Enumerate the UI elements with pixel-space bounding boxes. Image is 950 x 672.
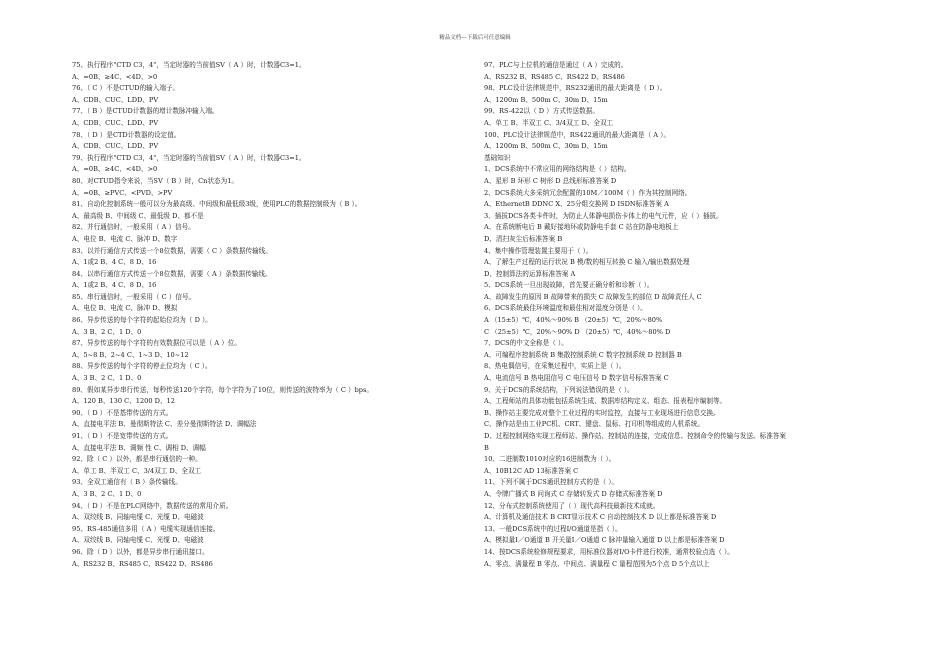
text-line: 96、除（ D ）以外，都是异步串行通讯接口。 bbox=[72, 547, 209, 556]
text-line: A、EthernetB DDNC X、25分组交换网 D ISDN标准答案 A bbox=[484, 200, 669, 209]
text-line: A、电流信号 B 热电阻信号 C 电压信号 D 数字信号标准答案 C bbox=[484, 374, 669, 383]
text-line: A、5~8 B、2~4 C、1~3 D、10~12 bbox=[72, 350, 189, 359]
text-line: A、故障发生的原因 B 故障带来的损失 C 故障发生的部位 D 故障责任人 C bbox=[484, 292, 702, 301]
text-line: 99、RS-422以（ D ）方式传送数据。 bbox=[484, 107, 599, 116]
text-line: A、RS232 B、RS485 C、RS422 D、RS486 bbox=[484, 72, 625, 81]
text-line: 76、（ C ）不是CTUD的输入端子。 bbox=[72, 84, 180, 93]
text-line: 75、执行程序"CTD C3，4"，当定时器的当前值SV（ A ）时，计数器C3=1。 bbox=[72, 61, 306, 69]
text-line: A、1200m B、500m C、30m D、15m bbox=[484, 142, 608, 151]
text-line: 80、对CTUD指令来说，当SV（ B ）时，Cn状态为1。 bbox=[72, 176, 238, 185]
text-line: A、在系统断电后 B 戴好接地环或防静电手套 C 站在防静电地板上 bbox=[484, 223, 679, 232]
text-line: 9、关于DCS的系统结构，下列说法错误的是（ ）。 bbox=[484, 385, 634, 394]
text-line: D、控制算法的运算标准答案 A bbox=[484, 269, 576, 278]
text-line: A、计算机及通信技术 B CRT显示技术 C 自动控制技术 D 以上都是标准答案 D bbox=[484, 513, 717, 522]
text-line: 86、异步传送的每个字符的起始位均为（ D ）。 bbox=[72, 316, 212, 325]
text-line: 94、（ D ）不是在PLC网络中，数据传送的常用介质。 bbox=[72, 501, 233, 510]
text-line: D、过程控制网络实现工程师站、操作站、控制站的连接，完成信息、控制命令的传输与发送。标准答案 bbox=[484, 432, 787, 440]
text-line: A、CDB、CUC、LDD、PV bbox=[72, 142, 159, 151]
text-line: A、3 B、2 C、1 D、0 bbox=[72, 489, 142, 498]
text-line: 12、分布式控制系统使用了（ ）现代高科技最新技术成就。 bbox=[484, 501, 660, 510]
text-line: A、直接电平法 B、调频 性 C、调相 D、调幅 bbox=[72, 443, 206, 452]
text-line: 11、下列不属于DCS通讯控制方式的是（ ）。 bbox=[484, 478, 619, 487]
text-line: A、3 B、2 C、1 D、0 bbox=[72, 374, 142, 383]
text-line: C、操作站是由工业PC机、CRT、键盘、鼠标、打印机等组成的人机系统。 bbox=[484, 420, 705, 429]
text-line: A、可编程序控制系统 B 集散控制系统 C 数字控制系统 D 控制器 B bbox=[484, 350, 682, 359]
text-line: 100、PLC设计法律规范中，RS422通讯的最大距离是（ A ）。 bbox=[484, 130, 671, 139]
text-line: A、RS232 B、RS485 C、RS422 D、RS486 bbox=[72, 559, 213, 568]
text-line: 95、RS-485通信多用（ A ）电缆实现通信连接。 bbox=[72, 524, 220, 533]
text-line: A、CDB、CUC、LDD、PV bbox=[72, 118, 159, 127]
text-line: 89、假如某异步串行传送，每秒传送120个字符，每个字符为了10位，则传送的波特率为（ C ）bps。 bbox=[72, 385, 373, 394]
text-line: A、最高级 B、中间级 C、最低级 D、都不是 bbox=[72, 211, 204, 220]
text-line: 8、热电偶信号，在采集过程中，实质上是（ ）。 bbox=[484, 362, 626, 371]
text-line: 97、PLC与上位机的通信是通过（ A ）完成的。 bbox=[484, 61, 628, 69]
text-line: 91、（ D ）不是宽带传送的方式。 bbox=[72, 432, 173, 440]
text-line: 5、DCS系统一旦出现故障，首先要正确分析和诊断（ ）。 bbox=[484, 281, 654, 290]
text-line: A、CDB、CUC、LDD、PV bbox=[72, 95, 159, 104]
text-line: B、操作站主要完成对整个工业过程的实时监控，直接与工业现场进行信息交换。 bbox=[484, 408, 720, 417]
text-line: A、电位 B、电流 C、脉冲 D、模拟 bbox=[72, 304, 178, 313]
text-line: 1、DCS系统中不常应用的网络结构是（ ）结构。 bbox=[484, 165, 631, 174]
text-line: 7、DCS的中文全称是（ ）。 bbox=[484, 339, 568, 348]
text-line: 77、（ B ）是CTUD计数器的增计数脉冲输入端。 bbox=[72, 107, 219, 116]
text-line: C （25±5）℃，20%～90% D （20±5）℃，40%～80% D bbox=[484, 327, 671, 336]
text-line: 93、全双工通信有（ B ）条传输线。 bbox=[72, 478, 182, 487]
text-line: A （15±5）℃，40%～90% B （20±5）℃，20%～80% bbox=[484, 316, 663, 325]
text-line: A、1或2 B、4 C、8 D、16 bbox=[72, 281, 157, 290]
text-line: B bbox=[484, 443, 489, 452]
right-column bbox=[484, 60, 884, 570]
text-line: A、零点、满量程 B 零点、中间点、满量程 C 量程范围为5个点 D 5个点以上 bbox=[484, 559, 710, 568]
text-line: A、模拟量I／O通道 B 开关量I／O通道 C 脉冲量输入通道 D 以上都是标准答案 D bbox=[484, 536, 725, 545]
text-line: 81、自动化控制系统一般可以分为最高级、中间级和最低级3级，使用PLC的数据控制级为（ B ）。 bbox=[72, 200, 362, 209]
text-line: 87、异步传送的每个字符的有效数据位可以是（ A ）位。 bbox=[72, 339, 241, 348]
text-line: 92、除（ C ）以外，都是串行通信的一种。 bbox=[72, 455, 202, 464]
text-line: A、120 B、130 C、1200 D、12 bbox=[72, 397, 175, 406]
text-line: 98、PLC设计法律规范中，RS232通讯的最大距离是（ D ）。 bbox=[484, 84, 667, 93]
text-line: A、3 B、2 C、1 D、0 bbox=[72, 327, 142, 336]
text-line: A、=0B、≥PVC、<PVD、>PV bbox=[72, 188, 173, 197]
text-line: A、1或2 B、4 C、8 D、16 bbox=[72, 258, 157, 267]
text-line: A、=0B、≥4C、<4D、>0 bbox=[72, 165, 158, 174]
text-line: 10、二进制数1010对应的16进制数为（ ）。 bbox=[484, 455, 616, 464]
text-line: 88、异步传送的每个字符的停止位均为（ C ）。 bbox=[72, 362, 212, 371]
text-line: 78、（ D ）是CTD计数器的设定值。 bbox=[72, 130, 181, 139]
text-line: A、星形 B 环形 C 树形 D 总线形标准答案 D bbox=[484, 176, 617, 185]
text-line: A、双绞线 B、同轴电缆 C、光缆 D、电磁波 bbox=[72, 513, 204, 522]
text-line: A、单工 B、半双工 C、3/4双工 D、全双工 bbox=[484, 118, 614, 127]
text-line: A、10B12C AD 13标准答案 C bbox=[484, 466, 579, 475]
text-line: A、直接电平法 B、曼彻斯特法 C、差分曼彻斯特法 D、调幅法 bbox=[72, 420, 257, 429]
page-header: 精品文档---下载后可任意编辑 bbox=[439, 35, 511, 41]
text-line: 4、集中操作管理装置主要用于（ ）。 bbox=[484, 246, 593, 255]
text-line: A、双绞线 B、同轴电缆 C、光缆 D、电磁波 bbox=[72, 536, 204, 545]
text-line: A、令牌广播式 B 问询式 C 存储转发式 D 存储式标准答案 D bbox=[484, 489, 663, 498]
text-line: A、单工 B、半双工 C、3/4双工 D、全双工 bbox=[72, 466, 202, 475]
text-line: A、电位 B、电流 C、脉冲 D、数字 bbox=[72, 234, 178, 243]
text-line: A、=0B、≥4C、<4D、>0 bbox=[72, 72, 158, 81]
text-line: 13、一般DCS系统中的过程I/O通道是指（ ）。 bbox=[484, 524, 622, 533]
text-line: 82、并行通信时，一般采用（ A ）信号。 bbox=[72, 223, 195, 232]
text-line: 2、DCS系统大多采纳冗余配置的10M／100M（ ）作为其控制网络。 bbox=[484, 188, 692, 197]
text-line: 6、DCS系统最佳环境温度和最佳相对湿度分别是（ ）。 bbox=[484, 304, 647, 313]
text-line: A、了解生产过程的运行状况 B 模/数的相互转换 C 输入/输出数据处理 bbox=[484, 258, 690, 267]
text-line: 83、以并行通信方式传送一个8位数据，需要（ C ）条数据传输线。 bbox=[72, 246, 272, 255]
text-line: 基础知识 bbox=[484, 153, 511, 162]
text-line: 84、以串行通信方式传送一个8位数据，需要（ A ）条数据传输线。 bbox=[72, 269, 272, 278]
left-column bbox=[72, 60, 472, 570]
text-line: A、1200m B、500m C、30m D、15m bbox=[484, 95, 608, 104]
text-line: 79、执行程序"CTD C3，4"，当定时器的当前值SV（ A ）时，计数器C3=1。 bbox=[72, 153, 306, 162]
text-line: 14、按DCS系统检修规程要求，用标准仪器对I/O卡件进行校准，通常校验点选（ ）。 bbox=[484, 547, 734, 556]
text-line: 85、串行通信时，一般采用（ C ）信号。 bbox=[72, 292, 196, 301]
text-line: A、工程师站的具体功能包括系统生成、数据库结构定义、组态、报表程序编制等。 bbox=[484, 397, 727, 406]
text-line: 90、（ D ）不是基带传送的方式。 bbox=[72, 408, 173, 417]
text-line: D、清扫灰尘后标准答案 B bbox=[484, 234, 563, 243]
text-line: 3、插拔DCS各类卡件时，为防止人体静电损伤卡体上的电气元件，应（ ）插拔。 bbox=[484, 211, 723, 220]
